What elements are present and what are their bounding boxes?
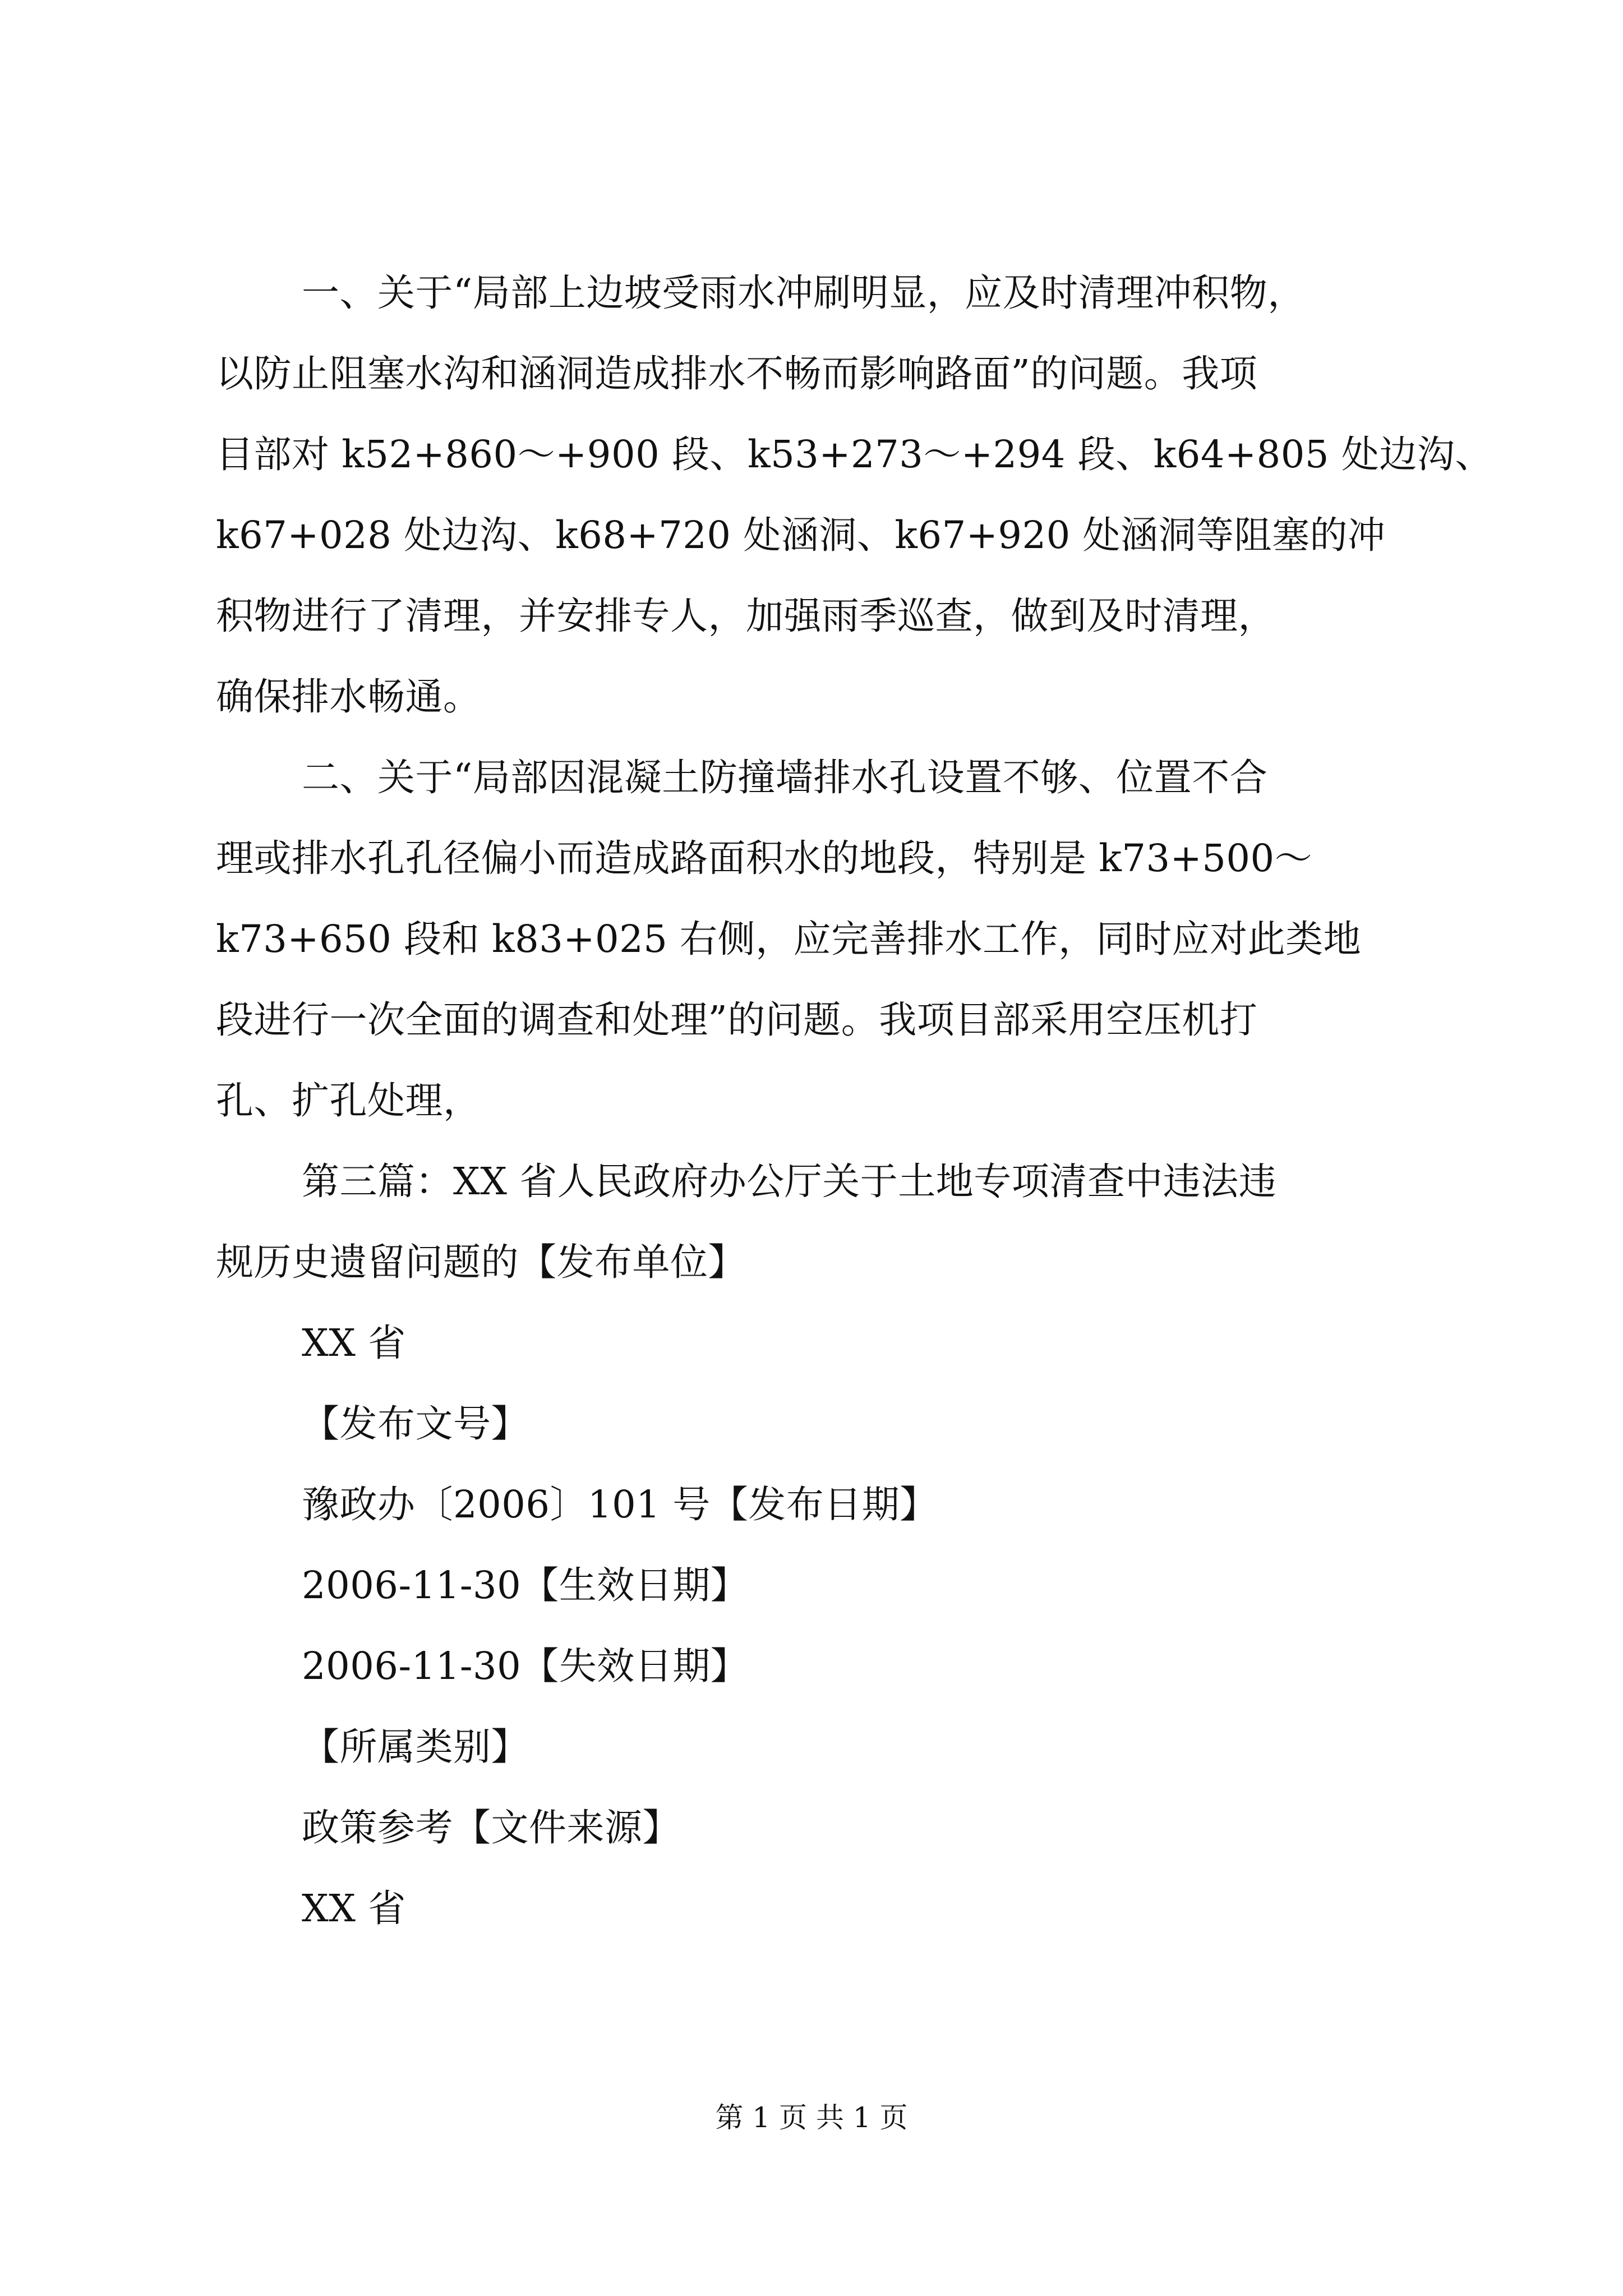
paragraph-line: 确保排水畅通。 [216,675,481,719]
page-number-footer: 第 1 页 共 1 页 [715,2101,908,2134]
paragraph-line: 一、关于“局部上边坡受雨水冲刷明显，应及时清理冲积物， [302,271,1306,315]
paragraph-line: 第三篇：XX 省人民政府办公厅关于土地专项清查中违法违 [302,1159,1277,1203]
metadata-line: 豫政办〔2006〕101 号【发布日期】 [302,1483,938,1526]
paragraph-1 [216,252,1493,737]
metadata-line: XX 省 [302,1887,406,1930]
paragraph-line: 规历史遗留问题的【发布单位】 [216,1240,746,1284]
metadata-line: 2006-11-30【失效日期】 [302,1644,749,1688]
paragraph-line: 段进行一次全面的调查和处理”的问题。我项目部采用空压机打 [216,998,1258,1042]
metadata-line: 政策参考【文件来源】 [302,1806,680,1849]
paragraph-line: 孔、扩孔处理， [216,1079,481,1122]
paragraph-3-heading [216,1141,1422,1303]
paragraph-line: k67+028 处边沟、k68+720 处涵洞、k67+920 处涵洞等阻塞的冲 [216,513,1386,557]
document-body [216,252,1493,1949]
paragraph-line: 目部对 k52+860～+900 段、k53+273～+294 段、k64+805 处边沟、 [216,432,1493,476]
metadata-line: 2006-11-30【生效日期】 [302,1563,749,1607]
paragraph-line: 以防止阻塞水沟和涵洞造成排水不畅而影响路面”的问题。我项 [216,352,1258,395]
metadata-line: 【发布文号】 [302,1402,529,1446]
document-metadata [216,1303,1422,1949]
paragraph-2 [216,737,1422,1141]
paragraph-line: 理或排水孔孔径偏小而造成路面积水的地段，特别是 k73+500～ [216,836,1313,880]
paragraph-line: 积物进行了清理，并安排专人，加强雨季巡查，做到及时清理， [216,594,1276,638]
metadata-line: 【所属类别】 [302,1725,529,1769]
paragraph-line: 二、关于“局部因混凝土防撞墙排水孔设置不够、位置不合 [302,756,1268,799]
paragraph-line: k73+650 段和 k83+025 右侧，应完善排水工作，同时应对此类地 [216,917,1362,961]
metadata-line: XX 省 [302,1321,406,1365]
